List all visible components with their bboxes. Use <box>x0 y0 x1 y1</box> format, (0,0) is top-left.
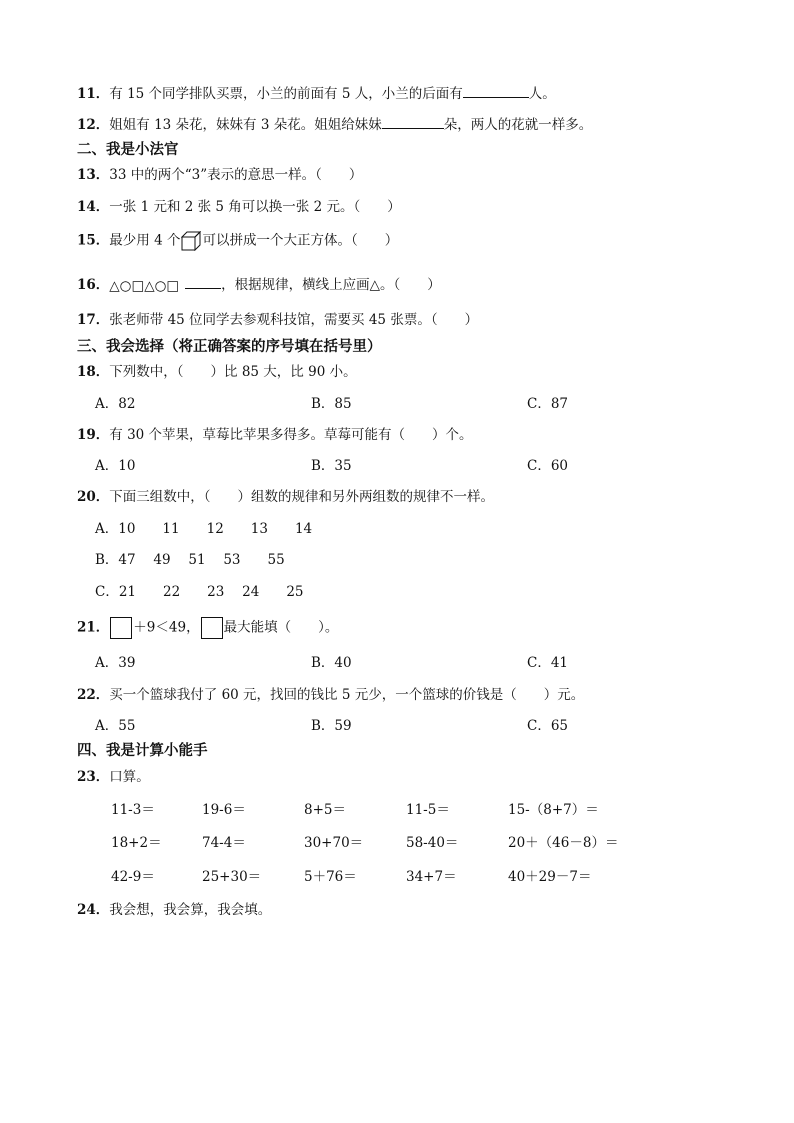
option-b[interactable]: B．47 49 51 53 55 <box>95 552 285 568</box>
answer-blank[interactable] <box>185 274 221 289</box>
option-b[interactable]: B．35 <box>311 458 352 474</box>
question-text: ＋9＜49， <box>133 619 200 636</box>
question-number: 12． <box>77 117 110 133</box>
calc-item: 25+30＝ <box>202 869 262 885</box>
option-b[interactable]: B．40 <box>311 655 352 671</box>
calc-item: 30+70＝ <box>304 835 364 851</box>
question-20 <box>77 488 494 506</box>
question-text: 有 30 个苹果，草莓比苹果多得多。草莓可能有（ ）个。 <box>109 427 473 443</box>
question-text: 一张 1 元和 2 张 5 角可以换一张 2 元。（ ） <box>109 199 401 215</box>
section-4-heading: 四、我是计算小能手 <box>77 742 208 759</box>
option-b[interactable]: B．59 <box>311 718 352 734</box>
question-text: 张老师带 45 位同学去参观科技馆，需要买 45 张票。（ ） <box>109 312 479 328</box>
calc-item: 74-4＝ <box>202 835 246 851</box>
shape-sequence: △○□△○□ <box>109 277 180 294</box>
question-13 <box>77 166 362 184</box>
calc-item: 18+2＝ <box>111 835 162 851</box>
question-21 <box>77 617 338 639</box>
answer-box[interactable] <box>201 617 223 639</box>
question-24 <box>77 901 271 919</box>
calc-item: 20＋（46－8）＝ <box>508 835 619 851</box>
answer-blank[interactable] <box>463 83 529 98</box>
calc-item: 11-5＝ <box>406 802 450 818</box>
option-a[interactable]: A．82 <box>95 396 136 412</box>
question-22 <box>77 686 584 704</box>
calc-item: 5＋76＝ <box>304 869 357 885</box>
question-number: 21． <box>77 619 110 636</box>
question-text: 最少用 4 个 <box>109 232 181 249</box>
question-11 <box>77 83 556 103</box>
question-text: 下列数中，（ ）比 85 大，比 90 小。 <box>109 364 357 380</box>
question-18 <box>77 363 357 381</box>
question-text: 姐姐有 13 朵花，妹妹有 3 朵花。姐姐给妹妹 <box>109 117 382 133</box>
question-16 <box>77 274 441 295</box>
option-c[interactable]: C．87 <box>527 396 569 412</box>
question-text: 我会想，我会算，我会填。 <box>109 902 272 918</box>
question-number: 16． <box>77 277 110 293</box>
question-17 <box>77 311 478 329</box>
calc-item: 42-9＝ <box>111 869 155 885</box>
question-12 <box>77 114 592 134</box>
question-text-end: 可以拼成一个大正方体。（ ） <box>202 232 399 249</box>
question-text: ，根据规律，横线上应画△。（ ） <box>221 277 441 293</box>
question-23 <box>77 768 150 786</box>
question-number: 19． <box>77 427 110 443</box>
calc-item: 11-3＝ <box>111 802 155 818</box>
cube-icon <box>181 231 201 251</box>
question-number: 11． <box>77 86 110 102</box>
question-number: 15． <box>77 232 110 249</box>
question-number: 14． <box>77 199 110 215</box>
section-3-heading: 三、我会选择（将正确答案的序号填在括号里） <box>77 338 382 355</box>
calc-item: 19-6＝ <box>202 802 246 818</box>
calc-item: 15-（8+7）＝ <box>508 802 599 818</box>
question-text: 有 15 个同学排队买票，小兰的前面有 5 人，小兰的后面有 <box>109 86 463 102</box>
option-b[interactable]: B．85 <box>311 396 352 412</box>
question-text-end: 最大能填（ ）。 <box>223 619 339 636</box>
question-number: 18． <box>77 364 110 380</box>
answer-blank[interactable] <box>382 114 444 129</box>
question-number: 23． <box>77 769 110 785</box>
answer-box[interactable] <box>110 617 132 639</box>
question-number: 24． <box>77 902 110 918</box>
question-text-end: 朵，两人的花就一样多。 <box>443 117 593 133</box>
option-a[interactable]: A．39 <box>95 655 136 671</box>
calc-item: 58-40＝ <box>406 835 459 851</box>
question-number: 22． <box>77 687 110 703</box>
question-text-end: 人。 <box>528 86 556 102</box>
calc-item: 34+7＝ <box>406 869 457 885</box>
option-c[interactable]: C．21 22 23 24 25 <box>95 584 304 600</box>
question-14 <box>77 198 401 216</box>
option-a[interactable]: A．10 <box>95 458 136 474</box>
question-text: 买一个篮球我付了 60 元，找回的钱比 5 元少，一个篮球的价钱是（ ）元。 <box>109 687 585 703</box>
option-c[interactable]: C．60 <box>527 458 569 474</box>
question-text: 33 中的两个“3”表示的意思一样。（ ） <box>109 167 363 183</box>
question-15 <box>77 231 398 251</box>
calc-item: 40＋29－7＝ <box>508 869 592 885</box>
calc-item: 8+5＝ <box>304 802 346 818</box>
section-2-heading: 二、我是小法官 <box>77 141 179 158</box>
question-text: 口算。 <box>109 769 150 785</box>
question-19 <box>77 426 473 444</box>
question-number: 13． <box>77 167 110 183</box>
option-a[interactable]: A．10 11 12 13 14 <box>95 521 313 537</box>
option-c[interactable]: C．65 <box>527 718 569 734</box>
option-c[interactable]: C．41 <box>527 655 569 671</box>
question-number: 17． <box>77 312 110 328</box>
option-a[interactable]: A．55 <box>95 718 136 734</box>
question-text: 下面三组数中，（ ）组数的规律和另外两组数的规律不一样。 <box>109 489 495 505</box>
question-number: 20． <box>77 489 110 505</box>
